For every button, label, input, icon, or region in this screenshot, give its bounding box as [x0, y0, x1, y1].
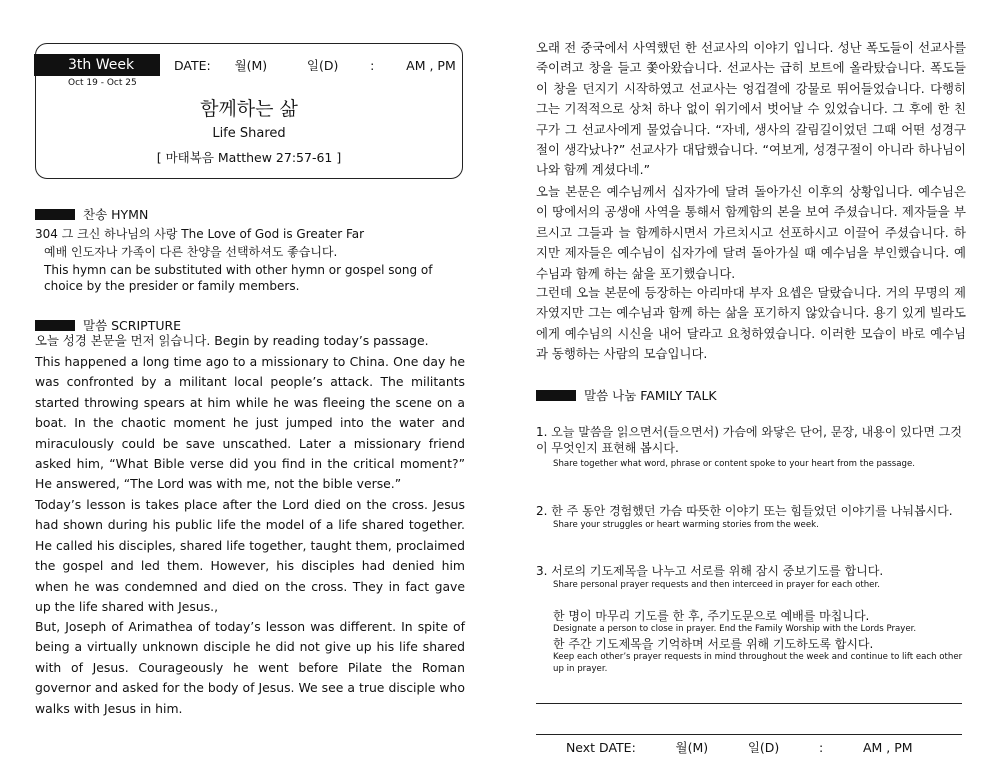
closing-korean: 한 명이 마무리 기도를 한 후, 주기도문으로 예배를 마칩니다.: [553, 609, 870, 623]
scripture-intro: 오늘 성경 본문을 먼저 읽습니다. Begin by reading today’s passage.: [35, 333, 429, 348]
header-box: [35, 43, 463, 179]
question-3: [536, 563, 966, 591]
question-3-korean: 3. 서로의 기도제목을 나누고 서로를 위해 잠시 중보기도를 합니다.: [536, 564, 884, 578]
question-2-korean: 2. 한 주 동안 경험했던 가슴 따뜻한 이야기 또는 힘들었던 이야기를 나눠봅시다.: [536, 504, 953, 518]
question-1: [536, 424, 966, 470]
family-talk-heading: [536, 386, 717, 404]
closing-instructions: [553, 609, 965, 675]
next-date-line: [536, 703, 962, 755]
question-1-korean: 1. 오늘 말씀을 읽으면서(들으면서) 가슴에 와닿은 단어, 문장, 내용이 있다면 그것이 무엇인지 표현해 봅시다.: [536, 425, 962, 455]
hymn-heading: [35, 205, 148, 223]
title-english: Life Shared: [212, 126, 286, 141]
title-korean: 함께하는 삶: [200, 98, 298, 120]
scripture-reference: [ 마태복음 Matthew 27:57-61 ]: [156, 150, 342, 165]
hymn-line-2: 예배 인도자나 가족이 다른 찬양을 선택하셔도 좋습니다.: [44, 245, 338, 259]
question-2: [536, 503, 966, 531]
remember-english: Keep each other’s prayer requests in mind throughout the week and continue to lift each other up in prayer.: [553, 652, 963, 674]
korean-paragraph-1: 오래 전 중국에서 사역했던 한 선교사의 이야기 입니다. 성난 폭도들이 선교사를 죽이려고 창을 들고 쫓아왔습니다. 선교사는 급히 보트에 올라탔습니다. 폭도들이 창을 던지기 시작하였고 선교사는 엉겁결에 강물로 뛰어들었습니다. 다행히 그는 기적적으로 상처 하나 없이 위기에서 벗어날 수 있었습니다. 그 후에 한 친구가 그 선교사에게 물었습니다. “자네, 생사의 갈림길이었던 그때 어떤 성경구절이 생각났나?” 선교사가 대답했습니다. “여보게, 성경구절이 아니라 하나님이 나와 함께 계셨다네.”: [536, 40, 966, 178]
korean-paragraph-3: 그런데 오늘 본문에 등장하는 아리마대 부자 요셉은 달랐습니다. 거의 무명의 제자였지만 그는 예수님과 함께 하는 삶을 포기하지 않았습니다. 용기 있게 빌라도에게 예수님의 시신을 내어 달라고 요청하였습니다. 이러한 모습이 바로 예수님과 동행하는 사람의 모습입니다.: [536, 285, 966, 362]
family-talk-heading-text: 말씀 나눔 FAMILY TALK: [584, 388, 717, 403]
remember-korean: 한 주간 기도제목을 기억하며 서로를 위해 기도하도록 합시다.: [553, 637, 874, 651]
korean-paragraph-2: 오늘 본문은 예수님께서 십자가에 달려 돌아가신 이후의 상황입니다. 예수님은 이 땅에서의 공생애 사역을 통해서 함께함의 본을 보여 주셨습니다. 제자들을 부르시고 그들과 늘 함께하시면서 가르치시고 선포하시고 이끌어 주셨습니다. 하지만 제자들은 예수님이 십자가에 달려 돌아가실 때 예수님을 부인했습니다. 예수님과 함께 하는 삶을 포기했습니다.: [536, 184, 966, 281]
date-line: DATE: 월(M) 일(D) : AM , PM: [174, 58, 456, 73]
heading-bar: [35, 209, 75, 220]
question-1-english: Share together what word, phrase or content spoke to your heart from the passage.: [553, 459, 915, 469]
question-3-english: Share personal prayer requests and then interceed in prayer for each other.: [553, 580, 880, 590]
hymn-line-1: 304 그 크신 하나님의 사랑 The Love of God is Greater Far: [35, 227, 365, 241]
scripture-paragraph-2: Today’s lesson is takes place after the Lord died on the cross. Jesus had shown during his public life the model of a life shared together. He called his disciples, shared life together, taught them, proclaimed the gospel and led them. However, his disciples had denied him when he was condemned and died on the cross. They in fact gave up the life shared with Jesus.,: [35, 497, 465, 615]
week-label: 3th Week: [34, 54, 160, 76]
heading-bar: [536, 390, 576, 401]
hymn-line-3: This hymn can be substituted with other hymn or gospel song of choice by the presider or family members.: [44, 263, 433, 293]
heading-bar: [35, 320, 75, 331]
week-range: Oct 19 - Oct 25: [68, 78, 137, 88]
closing-english: Designate a person to close in prayer. End the Family Worship with the Lords Prayer.: [553, 624, 917, 634]
scripture-paragraph-3: But, Joseph of Arimathea of today’s lesson was different. In spite of being a virtually unknown disciple he did not give up his life shared with of Jesus. Courageously he went before Pilate the Roman governor and asked for the body of Jesus. We see a true disciple who walks with Jesus in him.: [35, 619, 465, 716]
next-date-text: Next DATE: 월(M) 일(D) : AM , PM: [565, 740, 913, 755]
question-2-english: Share your struggles or heart warming stories from the week.: [553, 520, 819, 530]
scripture-heading-text: 말씀 SCRIPTURE: [83, 318, 182, 333]
hymn-heading-text: 찬송 HYMN: [83, 207, 149, 222]
scripture-paragraph-1: This happened a long time ago to a missionary to China. One day he was confronted by a militant local people’s attack. The militants started throwing spears at him while he was fleeing the scene on a boat. In the chaotic moment he just jumped into the water and miraculously could be save unscathed. Later a missionary friend asked him, “What Bible verse did you find in the critical moment?” He answered, “The Lord was with me, not the bible verse.”: [35, 354, 465, 492]
